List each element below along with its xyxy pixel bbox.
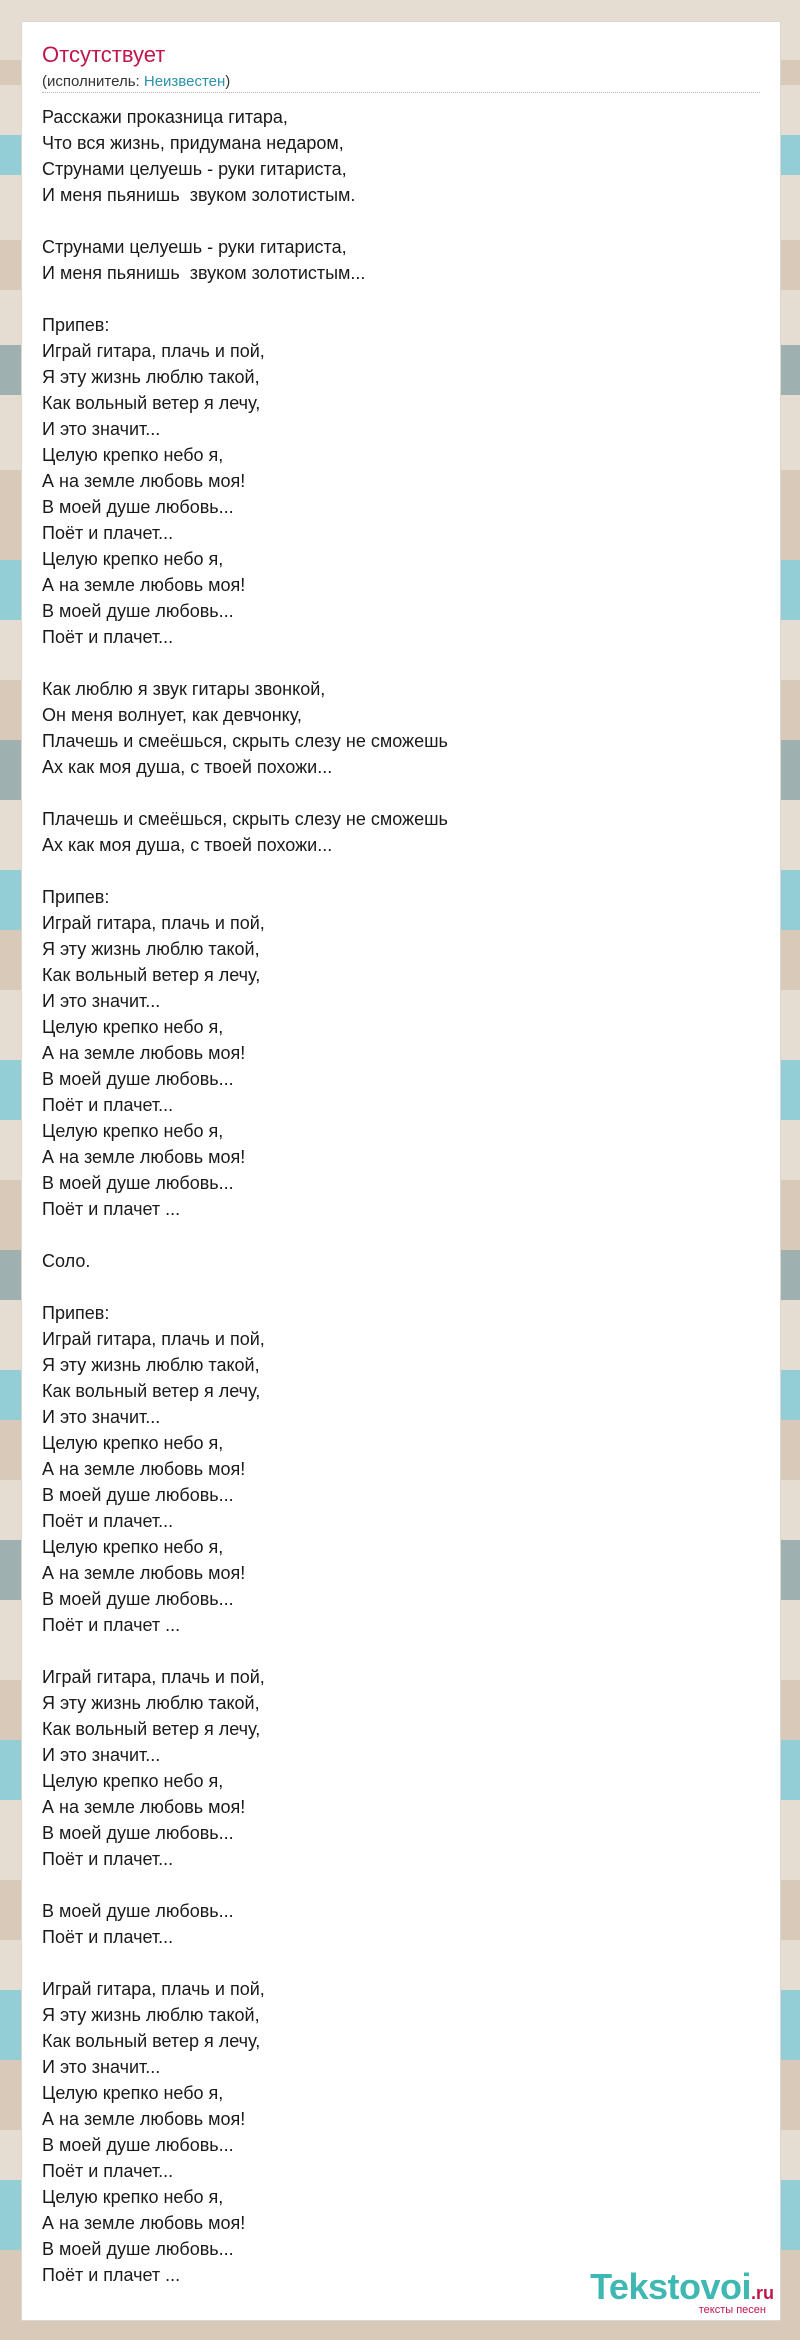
lyrics-line: И это значит...: [42, 991, 161, 1011]
lyrics-line: Целую крепко небо я,: [42, 1771, 224, 1791]
lyrics-line: Целую крепко небо я,: [42, 2083, 224, 2103]
lyrics-line: Струнами целуешь - руки гитариста,: [42, 237, 347, 257]
lyrics-line: Поёт и плачет...: [42, 1849, 174, 1869]
lyrics-line: А на земле любовь моя!: [42, 2213, 246, 2233]
lyrics-blank-line: [42, 1222, 760, 1248]
lyrics-blank-line: [42, 1950, 760, 1976]
header-divider: [42, 92, 760, 93]
lyrics-line: В моей душе любовь...: [42, 1823, 234, 1843]
lyrics-line: И это значит...: [42, 419, 161, 439]
lyrics-line: Припев:: [42, 1303, 110, 1323]
lyrics-line: А на земле любовь моя!: [42, 1147, 246, 1167]
lyrics-line: В моей душе любовь...: [42, 1589, 234, 1609]
lyrics-line: Как люблю я звук гитары звонкой,: [42, 679, 326, 699]
lyrics-line: Как вольный ветер я лечу,: [42, 393, 261, 413]
lyrics-line: Ах как моя душа, с твоей похожи...: [42, 835, 333, 855]
lyrics-line: Поёт и плачет...: [42, 1095, 174, 1115]
lyrics-line: Соло.: [42, 1251, 91, 1271]
lyrics-line: Играй гитара, плачь и пой,: [42, 341, 265, 361]
logo-tld: .ru: [750, 2283, 774, 2303]
lyrics-blank-line: [42, 1872, 760, 1898]
lyrics-line: Поёт и плачет...: [42, 2161, 174, 2181]
lyrics-line: В моей душе любовь...: [42, 601, 234, 621]
lyrics-line: Поёт и плачет...: [42, 1511, 174, 1531]
lyrics-line: И это значит...: [42, 2057, 161, 2077]
lyrics-line: Как вольный ветер я лечу,: [42, 1381, 261, 1401]
lyrics-line: В моей душе любовь...: [42, 2135, 234, 2155]
lyrics-line: В моей душе любовь...: [42, 1069, 234, 1089]
lyrics-line: Поёт и плачет ...: [42, 1199, 181, 1219]
lyrics-line: Как вольный ветер я лечу,: [42, 965, 261, 985]
logo-tagline: тексты песен: [698, 2304, 766, 2316]
lyrics-line: Играй гитара, плачь и пой,: [42, 1979, 265, 1999]
lyrics-line: И меня пьянишь звуком золотистым...: [42, 263, 366, 283]
lyrics-line: А на земле любовь моя!: [42, 471, 246, 491]
lyrics-blank-line: [42, 1638, 760, 1664]
lyrics-line: В моей душе любовь...: [42, 497, 234, 517]
lyrics-card: [21, 21, 781, 2321]
lyrics-line: Струнами целуешь - руки гитариста,: [42, 159, 347, 179]
lyrics-line: А на земле любовь моя!: [42, 2109, 246, 2129]
lyrics-line: И меня пьянишь звуком золотистым.: [42, 185, 356, 205]
lyrics-line: А на земле любовь моя!: [42, 575, 246, 595]
lyrics-line: Целую крепко небо я,: [42, 549, 224, 569]
performer-prefix: (исполнитель:: [42, 73, 144, 90]
lyrics-line: Поёт и плачет...: [42, 627, 174, 647]
lyrics-line: Целую крепко небо я,: [42, 1017, 224, 1037]
lyrics-line: Я эту жизнь люблю такой,: [42, 367, 260, 387]
lyrics-blank-line: [42, 208, 760, 234]
lyrics-line: И это значит...: [42, 1407, 161, 1427]
lyrics-line: Как вольный ветер я лечу,: [42, 2031, 261, 2051]
lyrics-line: Играй гитара, плачь и пой,: [42, 913, 265, 933]
lyrics-line: Расскажи проказница гитара,: [42, 107, 288, 127]
lyrics-line: Поёт и плачет...: [42, 1927, 174, 1947]
lyrics-line: Плачешь и смеёшься, скрыть слезу не сможешь: [42, 731, 448, 751]
lyrics-blank-line: [42, 286, 760, 312]
logo-wordmark: Tekstovoi: [590, 2266, 751, 2307]
song-title: Отсутствует: [42, 42, 166, 67]
lyrics-line: Поёт и плачет...: [42, 523, 174, 543]
lyrics-blank-line: [42, 1274, 760, 1300]
lyrics-line: А на земле любовь моя!: [42, 1459, 246, 1479]
lyrics-text: [42, 104, 760, 2288]
lyrics-line: В моей душе любовь...: [42, 1901, 234, 1921]
lyrics-line: Целую крепко небо я,: [42, 1433, 224, 1453]
lyrics-line: И это значит...: [42, 1745, 161, 1765]
performer-suffix: ): [225, 73, 231, 90]
lyrics-line: Играй гитара, плачь и пой,: [42, 1667, 265, 1687]
lyrics-line: Целую крепко небо я,: [42, 1537, 224, 1557]
lyrics-blank-line: [42, 650, 760, 676]
performer-line: [42, 74, 230, 89]
lyrics-line: А на земле любовь моя!: [42, 1563, 246, 1583]
lyrics-line: В моей душе любовь...: [42, 2239, 234, 2259]
lyrics-line: А на земле любовь моя!: [42, 1043, 246, 1063]
lyrics-line: А на земле любовь моя!: [42, 1797, 246, 1817]
lyrics-line: Я эту жизнь люблю такой,: [42, 2005, 260, 2025]
lyrics-line: Я эту жизнь люблю такой,: [42, 1693, 260, 1713]
lyrics-line: Целую крепко небо я,: [42, 1121, 224, 1141]
lyrics-line: Плачешь и смеёшься, скрыть слезу не сможешь: [42, 809, 448, 829]
lyrics-line: Он меня волнует, как девчонку,: [42, 705, 302, 725]
lyrics-line: Ах как моя душа, с твоей похожи...: [42, 757, 333, 777]
lyrics-line: Целую крепко небо я,: [42, 445, 224, 465]
lyrics-blank-line: [42, 858, 760, 884]
lyrics-line: Припев:: [42, 887, 110, 907]
lyrics-line: Я эту жизнь люблю такой,: [42, 1355, 260, 1375]
lyrics-line: Что вся жизнь, придумана недаром,: [42, 133, 344, 153]
lyrics-line: Я эту жизнь люблю такой,: [42, 939, 260, 959]
lyrics-line: Поёт и плачет ...: [42, 1615, 181, 1635]
lyrics-line: В моей душе любовь...: [42, 1173, 234, 1193]
performer-link[interactable]: Неизвестен: [143, 73, 226, 90]
lyrics-line: В моей душе любовь...: [42, 1485, 234, 1505]
lyrics-line: Припев:: [42, 315, 110, 335]
lyrics-line: Поёт и плачет ...: [42, 2265, 181, 2285]
lyrics-blank-line: [42, 780, 760, 806]
lyrics-line: Играй гитара, плачь и пой,: [42, 1329, 265, 1349]
lyrics-line: Целую крепко небо я,: [42, 2187, 224, 2207]
site-logo[interactable]: [590, 2266, 774, 2316]
lyrics-line: Как вольный ветер я лечу,: [42, 1719, 261, 1739]
